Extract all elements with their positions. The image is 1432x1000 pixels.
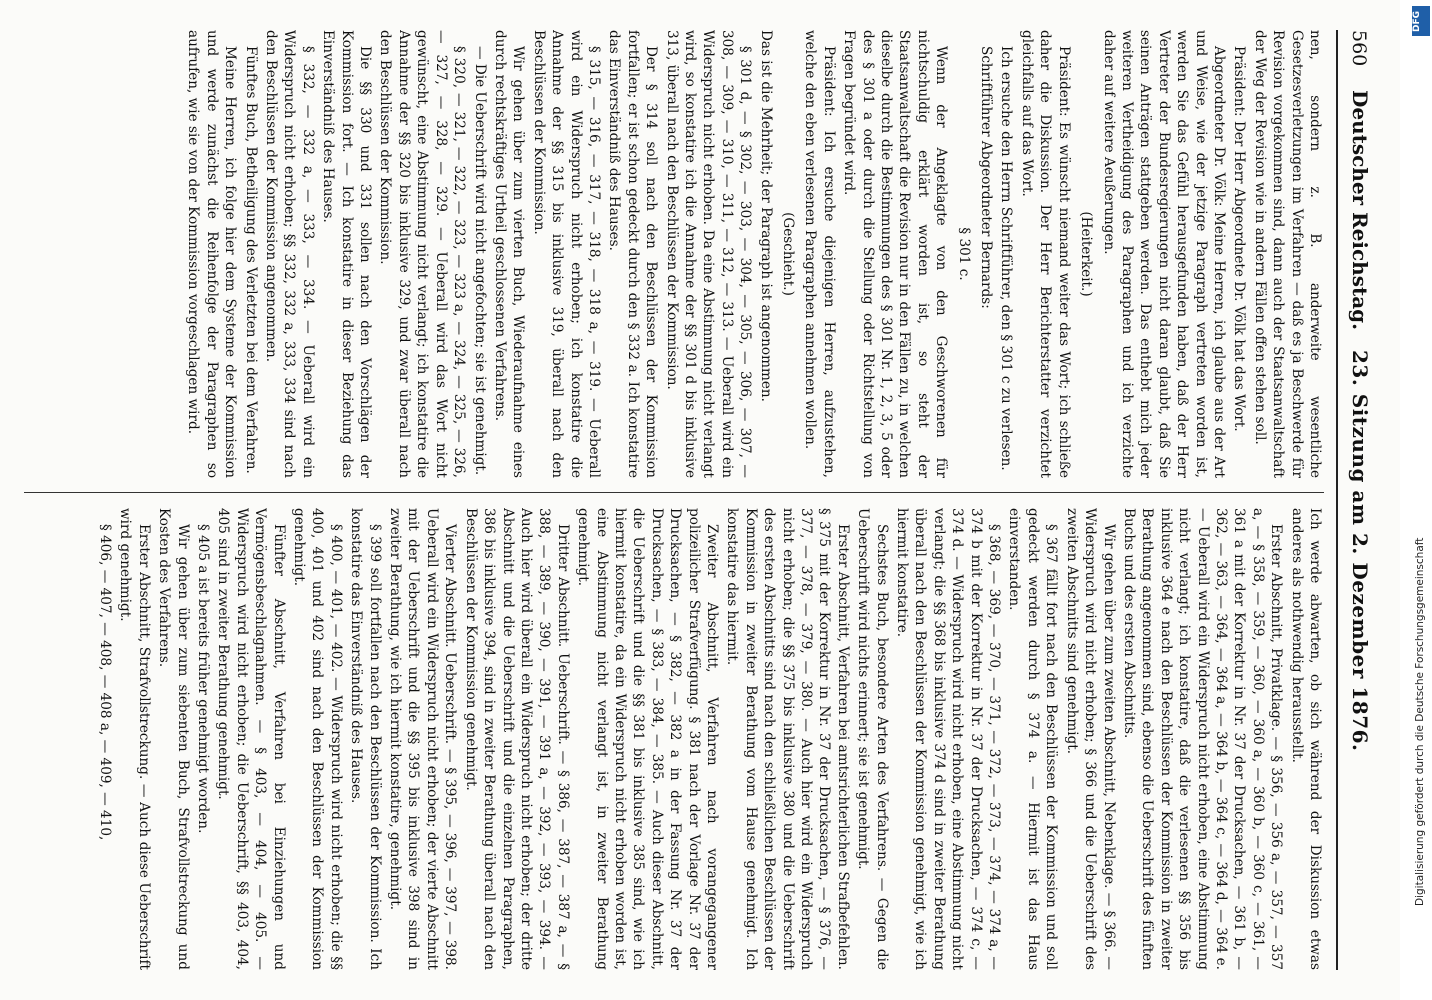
- paragraph: § 399 soll fortfallen nach den Beschlüssen der Kommission. Ich konstatire das Einverständniß des Hauses.: [348, 508, 383, 970]
- session-title: 23. Sitzung am 2. Dezember 1876.: [1348, 350, 1372, 752]
- paragraph: (Geschieht.): [780, 212, 797, 296]
- paragraph: Präsident: Ich ersuche diejenigen Herren, aufzustehen, welche den eben verlesenen Paragraphen annehmen wollen.: [802, 30, 837, 478]
- paragraph: § 400, — 401, — 402. — Widerspruch wird nicht erhoben; die §§ 400, 401 und 402 sind nach den Beschlüssen der Kommission genehmigt.: [291, 508, 344, 970]
- paragraph: § 368, — 369, — 370, — 371, — 372, — 373, — 374, — 374 a, — 374 b mit der Korrektur in Nr. 37 der Drucksachen, — 374 c, — 374 d. — Widerspruch wird nicht erhoben, eine Abstimmung nicht verlangt; die §§ 368 bis inklusive 374 d sind in zweiter Berathung überall nach den Beschlüssen der Kommission genehmigt, wie ich hiermit konstatire.: [894, 508, 1003, 970]
- paragraph: Erster Abschnitt, Strafvollstreckung. — Auch diese Ueberschrift wird genehmigt.: [117, 508, 152, 970]
- paragraph: (Heiterkeit.): [1078, 211, 1095, 297]
- paragraph: Erster Abschnitt, Verfahren bei amtsrichterlichen Strafbefehlen. § 375 mit der Korrektur in Nr. 37 der Drucksachen, — § 376, — 377, — 378, — 379, — 380. — Auch hier wird ein Widerspruch nicht erhoben; die §§ 375 bis inklusive 380 und die Ueberschrift des ersten Abschnitts sind nach den schließlichen Beschlüssen der Kommission in zweiter Berathung vom Hause genehmigt. Ich konstatire das hiermit.: [724, 508, 851, 970]
- paragraph: § 320, — 321, — 322, — 323, — 323 a, — 324, — 325, — 326, — 327, — 328, — 329. — Ueberall wird das Wort nicht gewünscht, eine Abstimmung nicht verlangt; ich konstatire die Annahme der §§ 320 bis inklusive 329, und zwar überall nach den Beschlüssen der Kommission.: [377, 30, 468, 478]
- paragraph: Wir gehen über zum zweiten Abschnitt, Nebenklage. — § 366. — Widerspruch wird nicht erhoben; § 366 und die Ueberschrift des zweiten Abschnitts sind genehmigt.: [1063, 508, 1117, 970]
- paragraph: Die §§ 330 und 331 sollen nach den Vorschlägen der Kommission fort. — Ich konstatire in dieser Beziehung das Einverständniß des Hauses.: [320, 30, 374, 478]
- paragraph: Fünfter Abschnitt, Verfahren bei Einziehungen und Vermögensbeschlagnahmen. — § 403, — 404, — 405. — Widerspruch wird nicht erhoben; die Ueberschrift, §§ 403, 404, 405 sind in zweiter Berathung genehmigt.: [215, 508, 287, 970]
- paragraph: Schriftführer Abgeordneter Bernards:: [978, 46, 995, 309]
- publication-title: Deutscher Reichstag.: [1348, 90, 1372, 331]
- paragraph: Erster Abschnitt, Privatklage. — § 356, — 356 a, — 357, — 357 a, — § 358, — 359, — 360, — 360 a, — 360 b, — 360 c, — 361, — 361 a mit der Korrektur in Nr. 37 der Drucksachen, — 361 b, — 362, — 363, — 364, — 364 a, — 364 b, — 364 c, — 364 d, — 364 e. — Ueberall wird ein Widerspruch nicht erhoben, eine Abstimmung nicht verlangt; ich konstatire, daß die verlesenen §§ 356 bis inklusive 364 e nach den Beschlüssen der Kommission in zweiter Berathung angenommen sind, ebenso die Ueberschrift des fünften Buchs und des ersten Abschnitts.: [1120, 508, 1285, 970]
- page-header: [1336, 30, 1378, 970]
- paragraph: Vierter Abschnitt. Ueberschrift. — § 395, — 396, — 397, — 398. Ueberall wird ein Widerspruch nicht erhoben; der vierte Abschnitt mit der Ueberschrift und die §§ 395 bis inklusive 398 sind in zweiter Berathung, wie ich hiermit konstatire, genehmigt.: [387, 508, 459, 970]
- paragraph: — Die Ueberschrift wird nicht angefochten; sie ist genehmigt.: [471, 46, 488, 476]
- paragraph: Meine Herren, ich folge hier dem Systeme der Kommission und werde zunächst die Reihenfolge der Paragraphen so aufrufen, wie sie von der Kommission vorgeschlagen wird.: [185, 30, 239, 478]
- paragraph: Fünftes Buch, Betheiligung des Verletzten bei dem Verfahren.: [242, 46, 259, 474]
- right-column: [24, 508, 1324, 970]
- paragraph: Präsident: Der Herr Abgeordnete Dr. Völk hat das Wort.: [1231, 46, 1248, 432]
- paragraph: Ich ersuche den Herrn Schriftführer, den § 301 c zu verlesen.: [998, 46, 1015, 471]
- paragraph: § 301 c.: [955, 227, 972, 281]
- paragraph: Wir gehen über zum vierten Buch, Wiederaufnahme eines durch rechtskräftiges Urtheil geschlossenen Verfahrens.: [491, 30, 527, 478]
- paragraph: Präsident: Es wünscht niemand weiter das Wort; ich schließe daher die Diskussion. Der Herr Berichterstatter verzichtet gleichfalls auf das Wort.: [1018, 30, 1072, 478]
- paragraph: nen, sondern z. B. anderweite wesentliche Gesetzesverletzungen im Verfahren — daß es ja Beschwerde für Revision vorgekommen sind, dann auch der Staatsanwaltschaft der Weg der Revision wie in andern Fällen offen stehen soll.: [1251, 30, 1323, 478]
- paragraph: Dritter Abschnitt. Ueberschrift. — § 386, — 387, — 387 a, — § 388, — 389, — 390, — 391, — 391 a, — 392, — 393, — 394. — Auch hier wird überall ein Widerspruch nicht erhoben; der dritte Abschnitt und die Ueberschrift und die einzelnen Paragraphen, 386 bis inklusive 394, sind in zweiter Berathung überall nach den Beschlüssen der Kommission genehmigt.: [462, 508, 571, 970]
- paragraph: § 315, — 316, — 317, — 318, — 318 a, — 319. — Ueberall wird ein Widerspruch nicht erhoben; ich konstatire die Annahme der §§ 315 bis inklusive 319, überall nach den Beschlüssen der Kommission.: [530, 30, 602, 478]
- paragraph: § 332, — 332 a, — 333, — 334. — Ueberall wird ein Widerspruch nicht erhoben; §§ 332, 332 a, 333, 334 sind nach den Beschlüssen der Kommission angenommen.: [263, 30, 316, 478]
- paragraph: Wir gehen über zum siebenten Buch, Strafvollstreckung und Kosten des Verfahrens.: [156, 508, 191, 970]
- paragraph: Zweiter Abschnitt, Verfahren nach vorangegangener polizeilicher Strafverfügung. § 381 nach der Vorlage Nr. 37 der Drucksachen, — § 382, — 382 a in der Fassung Nr. 37 der Drucksachen, — § 383, — 384, — 385. — Auch dieser Abschnitt, die Ueberschrift und die §§ 381 bis inklusive 385 sind, wie ich hiermit konstatire, da ein Widerspruch nicht erhoben worden ist, eine Abstimmung nicht verlangt ist, in zweiter Berathung genehmigt.: [575, 508, 720, 970]
- paragraph: § 301 d, — § 302, — 303, — 304, — 305, — 306, — 307, — 308, — 309, — 310, — 311, — 312, — 313. — Ueberall wird ein Widerspruch nicht erhoben. Da eine Abstimmung nicht verlangt wird, so konstatire ich die Annahme der §§ 301 d bis inklusive 313, überall nach den Beschlüssen der Kommission.: [663, 30, 754, 478]
- paragraph: Das ist die Mehrheit; der Paragraph ist angenommen.: [757, 30, 774, 402]
- dfg-logo: DFG: [1412, 6, 1430, 36]
- paragraph: § 406, — 407, — 408, — 408 a, — 409, — 410,: [97, 524, 113, 841]
- paragraph: Abgeordneter Dr. Völk: Meine Herren, ich glaube aus der Art und Weise, wie der jetzige Paragraph vertreten worden ist, werden Sie das Gefühl herausgefunden haben, daß der Herr Vertreter der Bundesregierungen nicht daran glaubt, daß Sie seinen Anträgen stattgeben werden. Das enthebt mich jeder weiteren Vertheidigung des Paragraphen und ich verzichte daher auf weitere Aeußerungen.: [1100, 30, 1227, 478]
- digitization-note: Digitalisierung gefördert durch die Deutsche Forschungsgemeinschaft: [1414, 537, 1426, 906]
- paragraph: § 367 fällt fort nach den Beschlüssen der Kommission und soll gedeckt werden durch § 374 a. — Hiermit ist das Haus einverstanden.: [1006, 508, 1060, 970]
- column-divider: [24, 492, 1324, 493]
- paragraph: Sechstes Buch, besondere Arten des Verfahrens. — Gegen die Ueberschrift wird nichts erinnert; sie ist genehmigt.: [855, 508, 890, 970]
- left-column: [24, 30, 1324, 478]
- paragraph: Ich werde abwarten, ob sich während der Diskussion etwas anderes als nothwendig herausstellt.: [1288, 508, 1323, 970]
- paragraph: § 405 a ist bereits früher genehmigt worden.: [195, 524, 212, 834]
- paragraph: Wenn der Angeklagte von den Geschworenen für nichtschuldig erklärt worden ist, so steht der Staatsanwaltschaft die Revision nur in den Fällen zu, in welchen dieselbe durch die Bestimmungen des § 301 Nr. 1, 2, 3, 5 oder des § 301 a oder durch die Stellung oder Richtstellung von Fragen begründet wird.: [841, 30, 950, 478]
- page-number: 560: [1348, 30, 1370, 67]
- paragraph: Der § 314 soll nach den Beschlüssen der Kommission fortfallen; er ist schon gedeckt durch den § 332 a. Ich konstatire das Einverständniß des Hauses.: [606, 30, 660, 478]
